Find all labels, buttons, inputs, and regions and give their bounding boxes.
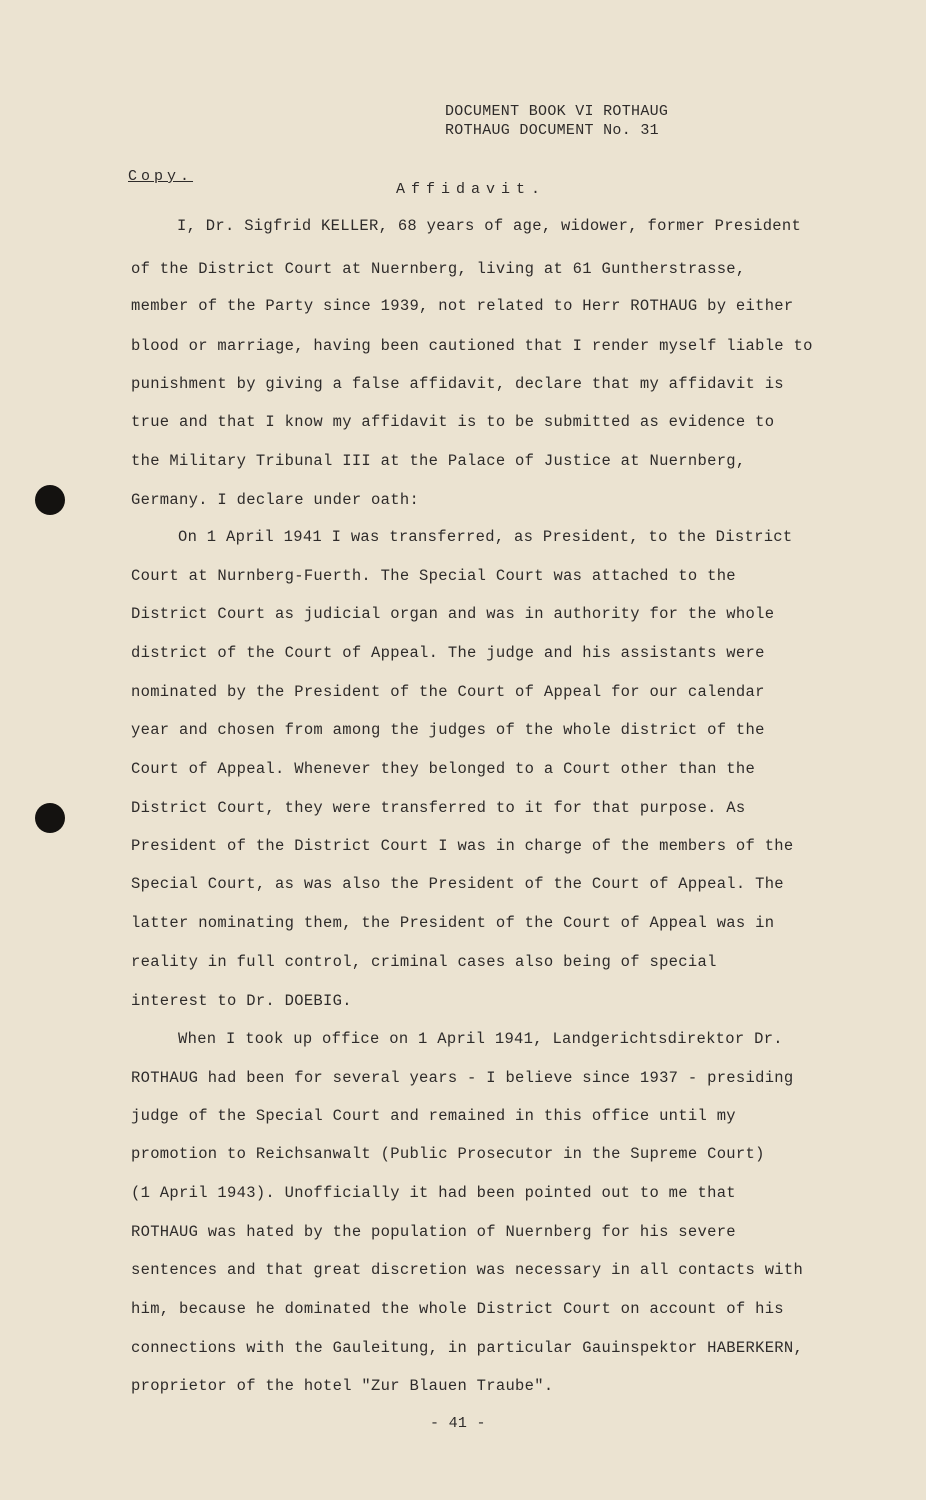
text-line: I, Dr. Sigfrid KELLER, 68 years of age, widower, former President <box>177 217 802 235</box>
document-title: Affidavit. <box>396 181 547 198</box>
text-line: When I took up office on 1 April 1941, Landgerichtsdirektor Dr. <box>178 1030 783 1048</box>
text-line: member of the Party since 1939, not related to Herr ROTHAUG by either <box>131 297 794 315</box>
text-line: him, because he dominated the whole District Court on account of his <box>131 1300 784 1318</box>
page-number: - 41 - <box>430 1415 486 1432</box>
text-line: judge of the Special Court and remained in this office until my <box>131 1107 736 1125</box>
punch-hole-top <box>35 485 65 515</box>
text-line: President of the District Court I was in charge of the members of the <box>131 837 794 855</box>
text-line: nominated by the President of the Court of Appeal for our calendar <box>131 683 765 701</box>
text-line: year and chosen from among the judges of the whole district of the <box>131 721 765 739</box>
text-line: Court of Appeal. Whenever they belonged to a Court other than the <box>131 760 756 778</box>
text-line: (1 April 1943). Unofficially it had been pointed out to me that <box>131 1184 736 1202</box>
text-line: latter nominating them, the President of the Court of Appeal was in <box>131 914 775 932</box>
text-line: Court at Nurnberg-Fuerth. The Special Court was attached to the <box>131 567 736 585</box>
text-line: of the District Court at Nuernberg, living at 61 Guntherstrasse, <box>131 260 746 278</box>
text-line: sentences and that great discretion was necessary in all contacts with <box>131 1261 804 1279</box>
text-line: Germany. I declare under oath: <box>131 491 420 509</box>
punch-hole-bottom <box>35 803 65 833</box>
text-line: Special Court, as was also the President of the Court of Appeal. The <box>131 875 784 893</box>
text-line: punishment by giving a false affidavit, declare that my affidavit is <box>131 375 784 393</box>
text-line: On 1 April 1941 I was transferred, as President, to the District <box>178 528 793 546</box>
text-line: district of the Court of Appeal. The judge and his assistants were <box>131 644 765 662</box>
text-line: proprietor of the hotel "Zur Blauen Traube". <box>131 1377 554 1395</box>
text-line: District Court, they were transferred to it for that purpose. As <box>131 799 746 817</box>
text-line: reality in full control, criminal cases also being of special <box>131 953 717 971</box>
text-line: interest to Dr. DOEBIG. <box>131 992 352 1010</box>
text-line: promotion to Reichsanwalt (Public Prosecutor in the Supreme Court) <box>131 1145 765 1163</box>
copy-label: Copy. <box>128 168 194 185</box>
text-line: ROTHAUG was hated by the population of Nuernberg for his severe <box>131 1223 736 1241</box>
document-book-header: DOCUMENT BOOK VI ROTHAUG <box>445 103 669 120</box>
text-line: blood or marriage, having been cautioned that I render myself liable to <box>131 337 813 355</box>
text-line: the Military Tribunal III at the Palace of Justice at Nuernberg, <box>131 452 746 470</box>
document-number-header: ROTHAUG DOCUMENT No. 31 <box>445 122 659 139</box>
text-line: District Court as judicial organ and was in authority for the whole <box>131 605 775 623</box>
text-line: true and that I know my affidavit is to be submitted as evidence to <box>131 413 775 431</box>
text-line: ROTHAUG had been for several years - I believe since 1937 - presiding <box>131 1069 794 1087</box>
text-line: connections with the Gauleitung, in particular Gauinspektor HABERKERN, <box>131 1339 804 1357</box>
